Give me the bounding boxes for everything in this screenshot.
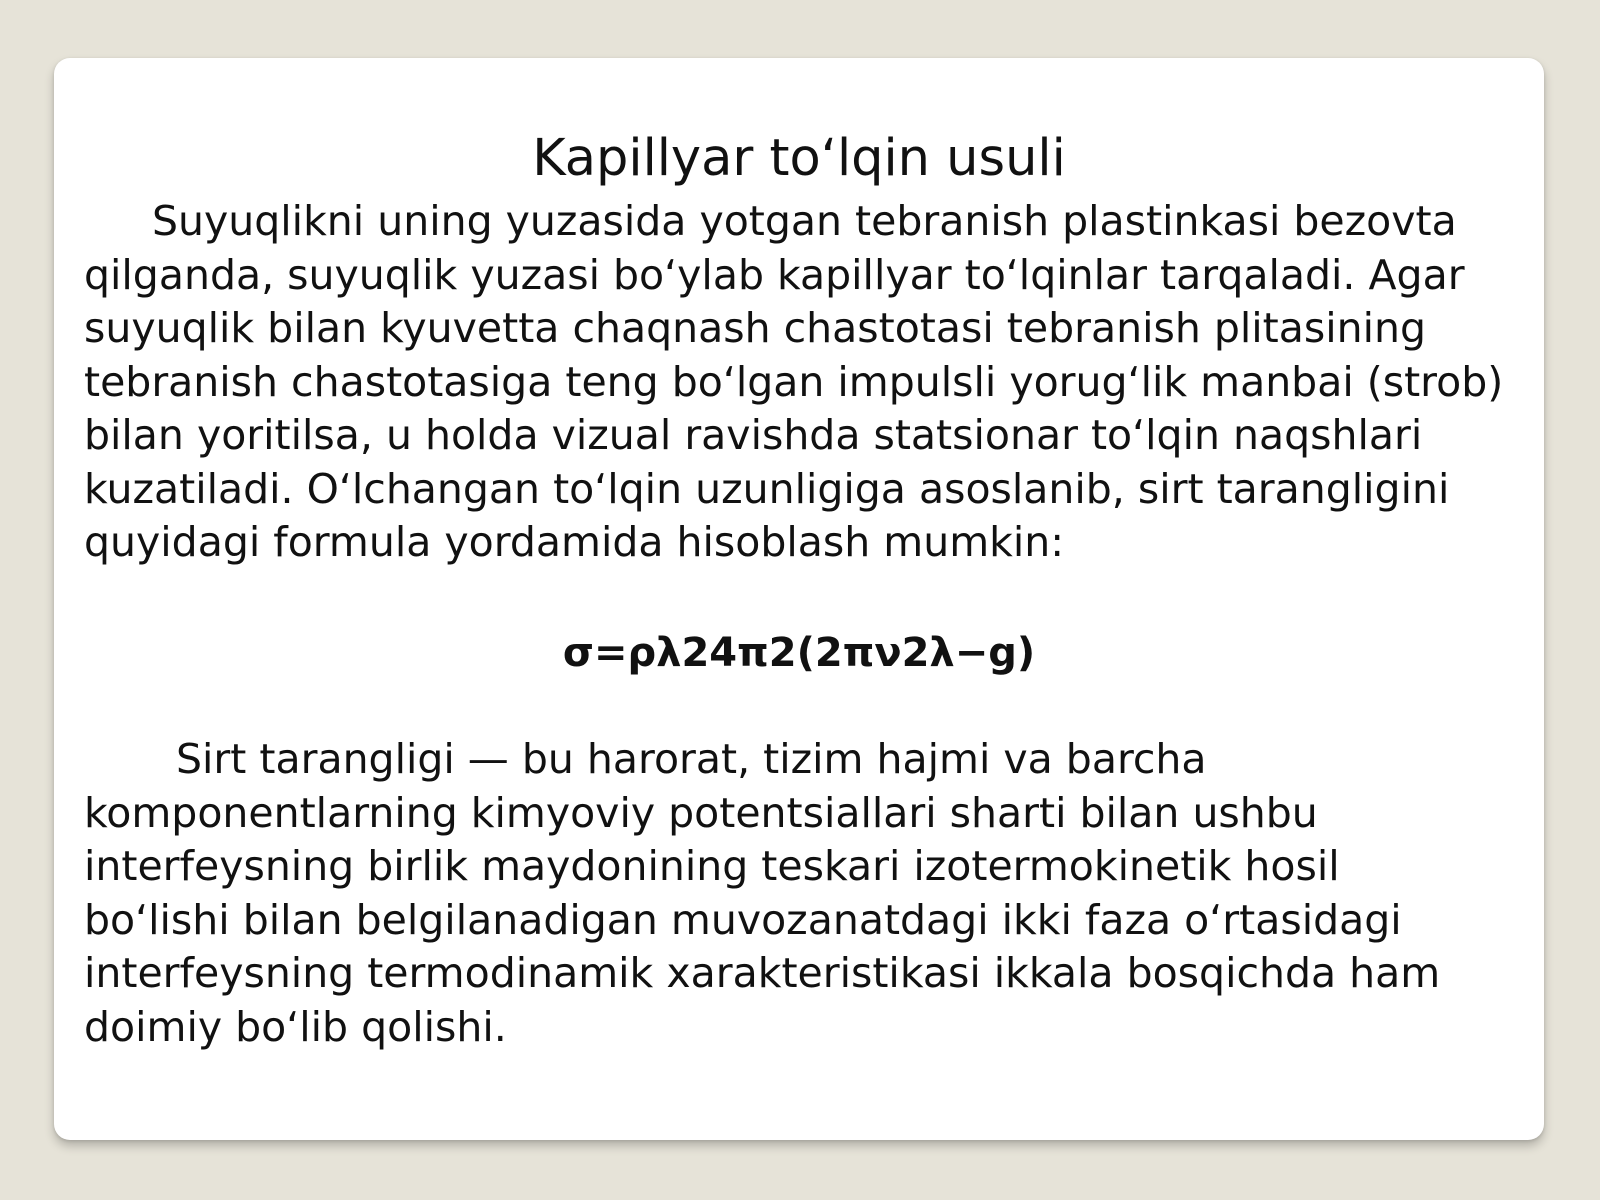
- slide-title: Kapillyar to‘lqin usuli: [532, 129, 1066, 188]
- paragraph-intro: Suyuqlikni uning yuzasida yotgan tebranish plastinkasi bezovta qilganda, suyuqlik yuzasi bo‘ylab kapillyar to‘lqinlar tarqaladi. Agar suyuqlik bilan kyuvetta chaqnash chastotasi tebranish plitasining tebranish chastotasiga teng bo‘lgan impulsli yorug‘lik manbai (strob) bilan yoritilsa, u holda vizual ravishda statsionar to‘lqin naqshlari kuzatiladi. O‘lchangan to‘lqin uzunligiga asoslanib, sirt tarangligini quyidagi formula yordamida hisoblash mumkin:: [84, 197, 1504, 566]
- slide-card: [54, 58, 1544, 1140]
- paragraph-definition: Sirt tarangligi — bu harorat, tizim hajmi va barcha komponentlarning kimyoviy potentsiallari sharti bilan ushbu interfeysning birlik maydonining teskari izotermokinetik hosil bo‘lishi bilan belgilanadigan muvozanatdagi ikki faza o‘rtasidagi interfeysning termodinamik xarakteristikasi ikkala bosqichda ham doimiy bo‘lib qolishi.: [84, 735, 1441, 1051]
- surface-tension-formula: σ=ρλ24π2(2πν2λ−g): [562, 630, 1036, 676]
